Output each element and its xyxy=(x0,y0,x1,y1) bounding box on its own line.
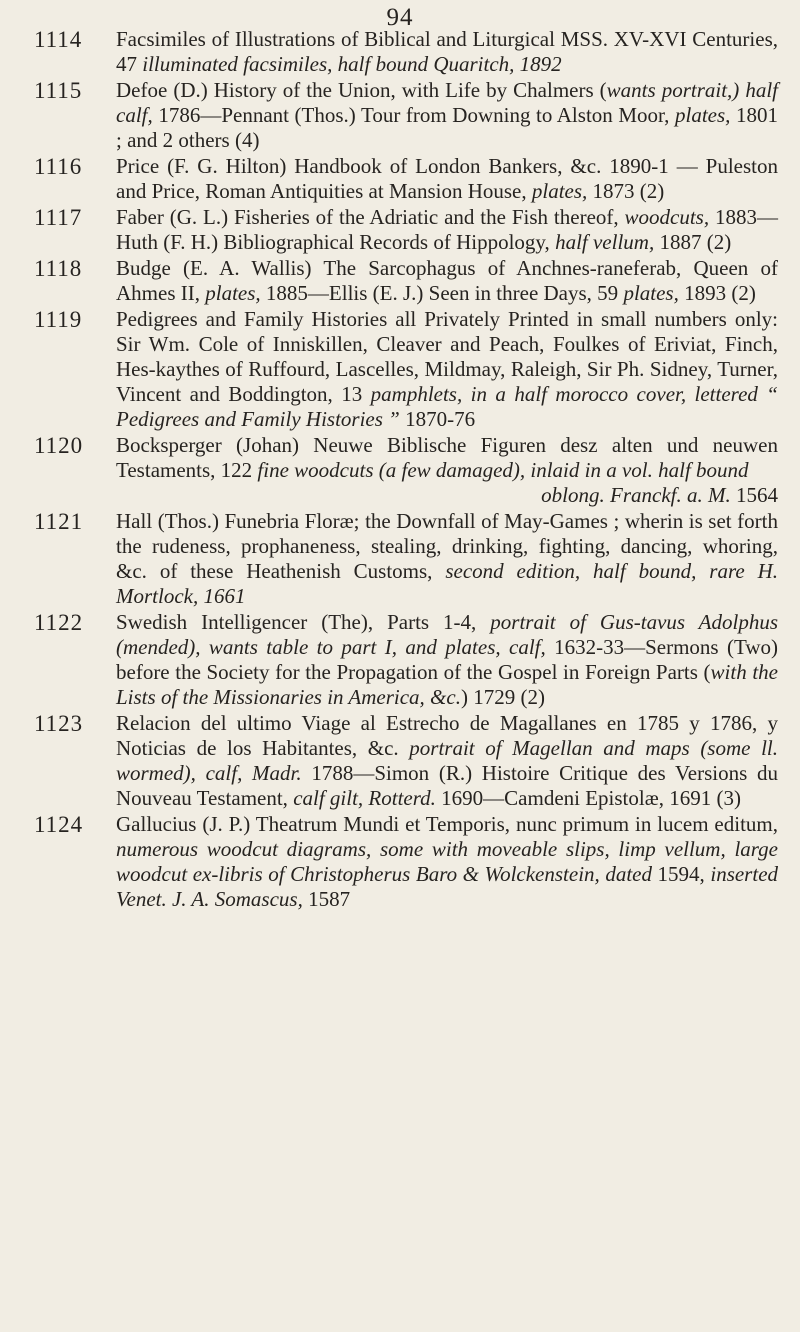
roman-text: 1885—Ellis (E. J.) Seen in three Days, 59 xyxy=(260,281,624,305)
lot-number: 1120 xyxy=(34,433,84,458)
italic-text: Venet. J. A. Somascus, xyxy=(116,887,303,911)
italic-text: portrait of Gus-tavus Adolphus (mended), wants table to part I, and plates, calf, xyxy=(116,610,778,659)
lot-number: 1123 xyxy=(34,711,84,736)
roman-text: Facsimiles of Illustrations of Biblical and Liturgical MSS. XV-XVI Centuries, 47 xyxy=(116,27,778,76)
roman-text: 1887 (2) xyxy=(654,230,732,254)
italic-text: pamphlets, in a half morocco cover, lettered “ Pedigrees and Family Histories ” xyxy=(116,382,778,431)
roman-text: Hall (Thos.) Funebria Floræ; the Downfall of May-Games ; wherin is set forth the rudeness, prophaneness, stealing, drinking, fighting, dancing, whoring, &c. of these Heathenish Customs, xyxy=(116,509,778,583)
italic-text: inserted xyxy=(710,862,779,886)
roman-text: Pedigrees and Family Histories all Privately Printed in small numbers only: Sir Wm. Cole of Inniskillen, Cleaver and Peach, Foulkes of Eriviat, Finch, Hes-kaythes of Ruffourd, Lascelles, Mildmay, Raleigh, Sir Ph. Sidney, Turner, Vincent and Boddington, 13 xyxy=(116,307,778,406)
imprint-line xyxy=(116,483,778,508)
entry-description xyxy=(116,433,778,483)
entry-description xyxy=(116,154,778,204)
page-number: 94 xyxy=(386,4,414,31)
roman-text: 1801 ; and 2 others (4) xyxy=(116,103,778,152)
roman-text: 1893 (2) xyxy=(678,281,756,305)
italic-text: second edition, half bound, rare xyxy=(445,559,745,583)
italic-text: oblong. xyxy=(541,483,611,507)
catalogue-entry xyxy=(26,256,778,306)
catalogue-entry xyxy=(26,78,778,153)
roman-text: 1788—Simon (R.) Histoire Critique des Versions du Nouveau Testament, xyxy=(116,761,778,810)
italic-text: plates, xyxy=(623,281,679,305)
italic-text: H. Mortlock, 1661 xyxy=(116,559,778,608)
italic-text: plates, xyxy=(205,281,261,305)
italic-text: half vellum, xyxy=(555,230,655,254)
lot-number: 1117 xyxy=(34,205,83,230)
catalogue-entry xyxy=(26,812,778,912)
italic-text: Quaritch, 1892 xyxy=(428,52,562,76)
roman-text: 1873 (2) xyxy=(587,179,665,203)
roman-text: 1883—Huth (F. H.) Bibliographical Records of Hippology, xyxy=(116,205,778,254)
italic-text: numerous woodcut diagrams, some with moveable slips, limp vellum, large woodcut ex-libris of Christopherus Baro & Wolckenstein, dated xyxy=(116,837,778,886)
catalogue-entry xyxy=(26,27,778,77)
lot-number: 1114 xyxy=(34,27,83,52)
italic-text: wants portrait,) half calf, xyxy=(116,78,779,127)
roman-text: Budge (E. A. Wallis) The Sarcophagus of Anchnes-raneferab, Queen of Ahmes II, xyxy=(116,256,778,305)
lot-number: 1116 xyxy=(34,154,83,179)
catalogue-entry xyxy=(26,711,778,811)
roman-text: Relacion del ultimo Viage al Estrecho de Magallanes en 1785 y 1786, y Noticias de los Habitantes, &c. xyxy=(116,711,778,760)
entry-description xyxy=(116,78,778,153)
italic-text: woodcuts, xyxy=(624,205,710,229)
italic-text: portrait of Magellan and maps (some ll. wormed), calf, Madr. xyxy=(116,736,778,785)
lot-number: 1122 xyxy=(34,610,84,635)
lot-number: 1124 xyxy=(34,812,84,837)
roman-text: Gallucius (J. P.) Theatrum Mundi et Temporis, nunc primum in lucem editum, xyxy=(116,812,778,836)
lot-number: 1121 xyxy=(34,509,84,534)
italic-text: plates, xyxy=(531,179,588,203)
entry-description xyxy=(116,307,778,432)
roman-text: 1564 xyxy=(730,483,778,507)
roman-text: ) 1729 (2) xyxy=(460,685,545,709)
lot-number: 1119 xyxy=(34,307,83,332)
italic-text: with the Lists of the Missionaries in America, &c. xyxy=(116,660,778,709)
catalogue-entry xyxy=(26,154,778,204)
roman-text: 1786—Pennant (Thos.) Tour from Downing to Alston Moor, xyxy=(152,103,675,127)
roman-text: 1632-33—Sermons (Two) before the Society for the Propagation of the Gospel in Foreign Parts ( xyxy=(116,635,778,684)
entry-description xyxy=(116,711,778,811)
catalogue-entry xyxy=(26,307,778,432)
entry-description xyxy=(116,256,778,306)
catalogue-entry xyxy=(26,509,778,609)
entry-description xyxy=(116,812,778,912)
roman-text: Defoe (D.) History of the Union, with Life by Chalmers ( xyxy=(116,78,607,102)
italic-text: illuminated facsimiles, half bound xyxy=(142,52,429,76)
roman-text: Faber (G. L.) Fisheries of the Adriatic and the Fish thereof, xyxy=(116,205,625,229)
italic-text: calf gilt, Rotterd. xyxy=(293,786,436,810)
roman-text: 1690—Camdeni Epistolæ, 1691 (3) xyxy=(435,786,741,810)
roman-text: 1870-76 xyxy=(399,407,476,431)
italic-text: fine woodcuts (a few damaged), inlaid in a vol. half bound xyxy=(257,458,749,482)
roman-text: Swedish Intelligencer (The), Parts 1-4, xyxy=(116,610,491,634)
catalogue-entries xyxy=(26,27,778,913)
entry-description xyxy=(116,509,778,609)
lot-number: 1118 xyxy=(34,256,83,281)
catalogue-entry xyxy=(26,610,778,710)
catalogue-entry xyxy=(26,205,778,255)
roman-text: 1587 xyxy=(302,887,351,911)
entry-description xyxy=(116,27,778,77)
roman-text: Bocksperger (Johan) Neuwe Biblische Figuren desz alten und neuwen Testaments, 122 xyxy=(116,433,778,482)
italic-text: Franckf. a. M. xyxy=(610,483,731,507)
lot-number: 1115 xyxy=(34,78,83,103)
entry-description xyxy=(116,610,778,710)
roman-text: Price (F. G. Hilton) Handbook of London Bankers, &c. 1890-1 — Puleston and Price, Roman Antiquities at Mansion House, xyxy=(116,154,778,203)
italic-text: plates, xyxy=(675,103,731,127)
roman-text: 1594, xyxy=(652,862,711,886)
catalogue-entry xyxy=(26,433,778,508)
entry-description xyxy=(116,205,778,255)
